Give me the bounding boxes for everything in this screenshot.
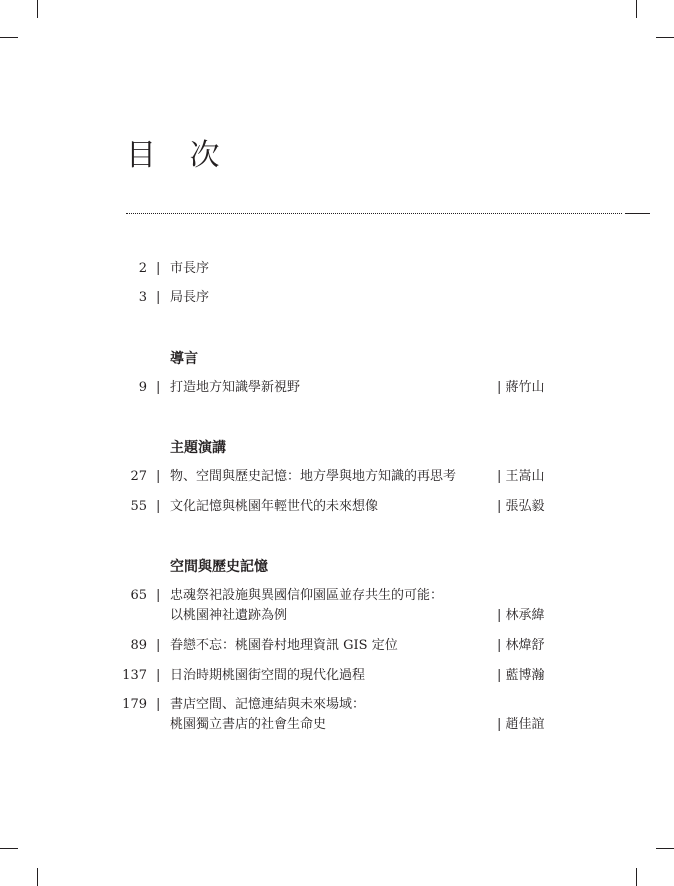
entry-author: | 趙佳誼 [497,717,545,732]
entry-title: 忠魂祭祀設施與異國信仰園區並存共生的可能： [170,588,444,603]
separator: | [156,499,161,514]
entry-title: 日治時期桃園街空間的現代化過程 [170,668,366,683]
page-number: 137 [122,668,147,683]
separator: | [156,261,161,276]
crop-mark-right-top [656,37,674,38]
toc-entry[interactable] [0,288,674,308]
separator: | [156,668,161,683]
page-number: 89 [130,638,147,653]
entry-author: | 王嵩山 [497,469,545,484]
crop-mark-top-left [37,0,38,18]
page-number: 2 [138,261,147,276]
toc-entry[interactable] [0,586,674,626]
page-number: 65 [130,588,147,603]
page-number: 3 [138,290,147,305]
entry-title-line2: 以桃園神社遺跡為例 [170,608,288,623]
page-number: 9 [138,380,147,395]
toc-entry[interactable] [0,467,674,487]
separator: | [156,380,161,395]
page-number: 27 [130,469,147,484]
section-heading: 主題演講 [170,440,226,456]
crop-mark-bottom-right [636,868,637,886]
toc-entry[interactable] [0,666,674,686]
crop-mark-top-right [636,0,637,18]
entry-title-line2: 桃園獨立書店的社會生命史 [170,717,327,732]
section-heading: 導言 [170,351,198,367]
toc-entry[interactable] [0,695,674,735]
entry-author: | 林承緯 [497,608,545,623]
entry-author: | 蔣竹山 [497,380,545,395]
entry-title: 書店空間、記憶連結與未來場域： [170,697,366,712]
crop-mark-left-bottom [0,848,18,849]
entry-author: | 藍博瀚 [497,668,545,683]
entry-author: | 林煒舒 [497,638,545,653]
separator: | [156,638,161,653]
entry-author: | 張弘毅 [497,499,545,514]
section-heading: 空間與歷史記憶 [170,559,268,575]
entry-title: 市長序 [170,261,210,276]
toc-entry[interactable] [0,259,674,279]
page-title: 目 次 [126,138,232,173]
crop-mark-bottom-left [37,868,38,886]
title-divider [126,213,622,214]
separator: | [156,290,161,305]
toc-entry[interactable] [0,497,674,517]
page-number: 55 [130,499,147,514]
entry-title: 局長序 [170,290,210,305]
entry-title: 眷戀不忘：桃園眷村地理資訊 GIS 定位 [170,638,398,653]
entry-title: 物、空間與歷史記憶：地方學與地方知識的再思考 [170,469,457,484]
toc-entry[interactable] [0,378,674,398]
separator: | [156,469,161,484]
separator: | [156,588,161,603]
crop-mark-right-bottom [656,848,674,849]
entry-title: 文化記憶與桃園年輕世代的未來想像 [170,499,379,514]
page-number: 179 [122,697,147,712]
crop-mark-left-top [0,37,18,38]
title-divider-end [625,213,650,214]
separator: | [156,697,161,712]
entry-title: 打造地方知識學新視野 [170,380,301,395]
toc-entry[interactable] [0,636,674,656]
